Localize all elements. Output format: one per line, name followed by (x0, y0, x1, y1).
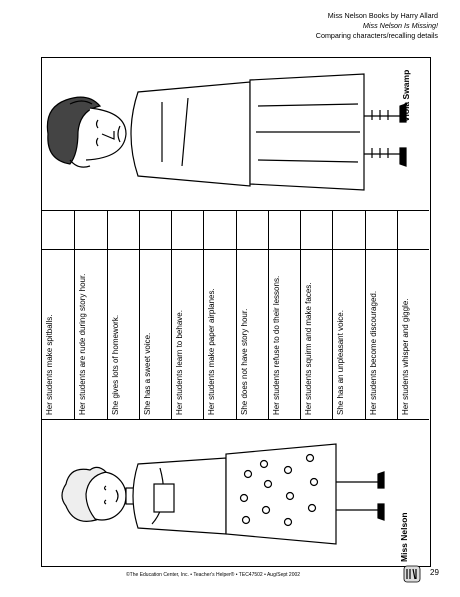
statement-text: She has an unpleasant voice. (333, 249, 364, 419)
statement-text: Her students make paper airplanes. (204, 249, 235, 419)
statement-text: Her students whisper and giggle. (398, 249, 429, 419)
statement-text: She does not have story hour. (237, 249, 268, 419)
table-row (268, 211, 300, 419)
viola-swamp-panel (42, 60, 429, 210)
table-row (139, 211, 171, 419)
answer-blank[interactable] (398, 211, 429, 249)
table-row (42, 211, 74, 419)
answer-blank[interactable] (108, 211, 139, 249)
answer-blank[interactable] (237, 211, 268, 249)
books-icon (403, 564, 421, 584)
miss-nelson-panel (42, 420, 429, 568)
page-number: 29 (430, 568, 439, 577)
copyright-footer: ©The Education Center, Inc. • Teacher's Helper® • TEC47502 • Aug/Sept 2002 (126, 572, 301, 578)
table-row (236, 211, 268, 419)
answer-blank[interactable] (301, 211, 332, 249)
statement-text: She gives lots of homework. (108, 249, 139, 419)
table-row (203, 211, 235, 419)
answer-blank[interactable] (269, 211, 300, 249)
answer-blank[interactable] (75, 211, 106, 249)
worksheet-content (42, 58, 432, 568)
answer-blank[interactable] (333, 211, 364, 249)
table-row (171, 211, 203, 419)
viola-swamp-illustration (42, 60, 429, 210)
answer-blank[interactable] (172, 211, 203, 249)
table-row (74, 211, 106, 419)
answer-blank[interactable] (140, 211, 171, 249)
table-row (107, 211, 139, 419)
statement-text: Her students are rude during story hour. (75, 249, 106, 419)
miss-nelson-label: Miss Nelson (399, 512, 409, 562)
worksheet-frame (41, 57, 431, 567)
viola-swamp-label: Viola Swamp (401, 69, 411, 122)
statement-text: Her students learn to behave. (172, 249, 203, 419)
table-row (397, 211, 429, 419)
statement-text: Her students squirm and make faces. (301, 249, 332, 419)
answer-blank[interactable] (204, 211, 235, 249)
skill-line: Comparing characters/recalling details (315, 31, 438, 40)
table-row (365, 211, 397, 419)
statement-text: Her students refuse to do their lessons. (269, 249, 300, 419)
miss-nelson-illustration (42, 420, 429, 568)
answer-blank[interactable] (42, 211, 74, 249)
statement-text: She has a sweet voice. (140, 249, 171, 419)
table-row (300, 211, 332, 419)
statement-text: Her students become discouraged. (366, 249, 397, 419)
table-row (332, 211, 364, 419)
book-title-line: Miss Nelson Is Missing! (362, 21, 438, 30)
answer-blank[interactable] (366, 211, 397, 249)
statement-table (42, 210, 429, 420)
page-header (316, 11, 438, 41)
statement-text: Her students make spitballs. (42, 249, 74, 419)
book-series-line: Miss Nelson Books by Harry Allard (327, 11, 438, 20)
